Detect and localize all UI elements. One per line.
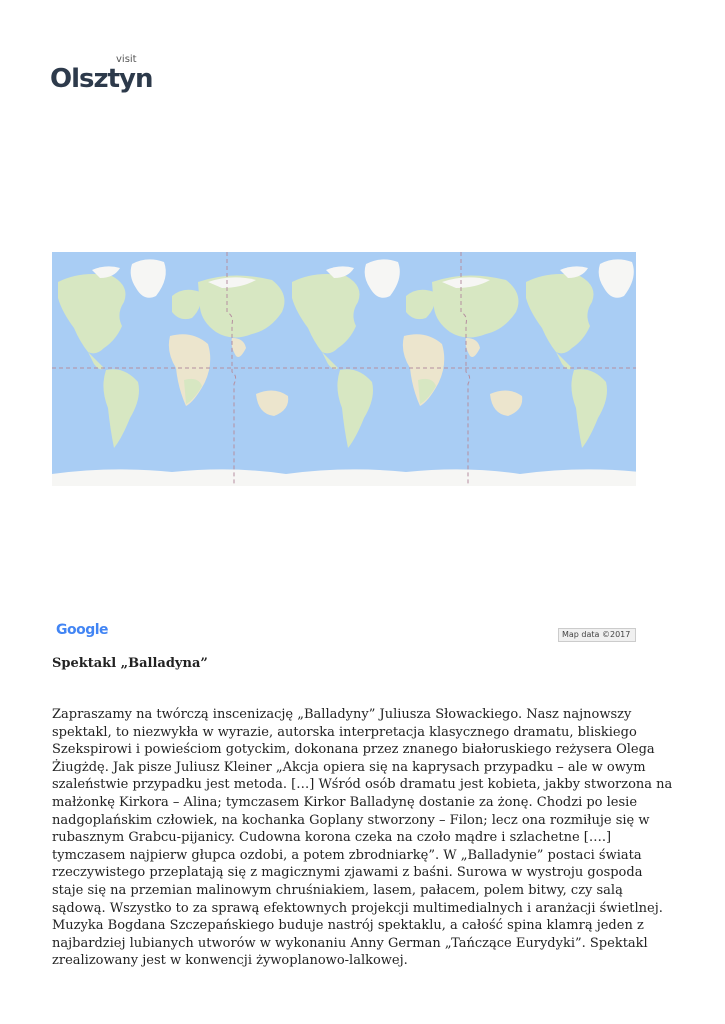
world-map-tiles (52, 252, 636, 486)
visit-olsztyn-logo[interactable] (50, 54, 153, 100)
world-map[interactable] (52, 252, 636, 486)
map-attribution[interactable]: Map data ©2017 (558, 628, 636, 642)
google-logo[interactable] (56, 622, 108, 638)
article-title: Spektakl „Balladyna” (52, 656, 208, 671)
logo-visit-text: visit (116, 54, 137, 65)
google-logo-text: Google (56, 622, 109, 638)
article-body: Zapraszamy na twórczą inscenizację „Balladyny” Juliusza Słowackiego. Nasz najnowszy spektakl, to niezwykła w wyrazie, autorska interpretacja klasycznego dramatu, bliskiego Szekspirowi i powieściom gotyckim, dokonana przez znanego białoruskiego reżysera Olega Żiugżdę. Jak pisze Juliusz Kleiner „Akcja opiera się na kaprysach przypadku – ale w owym szaleństwie przypadku jest metoda. […] Wśród osób dramatu jest kobieta, jakby stworzona na małżonkę Kirkora – Alina; tymczasem Kirkor Balladynę dostanie za żonę. Chodzi po lesie nadgoplańskim człowiek, na kochanka Goplany stworzony – Filon; lecz ona rozmiłuje się w rubasznym Grabcu-pijanicy. Cudowna korona czeka na czoło mądre i szlachetne [….] tymczasem najpierw głupca ozdobi, a potem zbrodniarkę”. W „Balladynie” postaci świata rzeczywistego przeplatają się z magicznymi zjawami z baśni. Surowa w wystroju gospoda staje się na przemian malinowym chruśniakiem, lasem, pałacem, polem bitwy, czy salą sądową. Wszystko to za sprawą efektownych projekcji multimedialnych i aranżacji świetlnej. Muzyka Bogdana Szczepańskiego buduje nastrój spektaklu, a całość spina klamrą jeden z najbardziej lubianych utworów w wykonaniu Anny German „Tańczące Eurydyki”. Spektakl zrealizowany jest w konwencji żywoplanowo-lalkowej. (52, 707, 673, 969)
logo-name-text: Olsztyn (50, 64, 153, 94)
